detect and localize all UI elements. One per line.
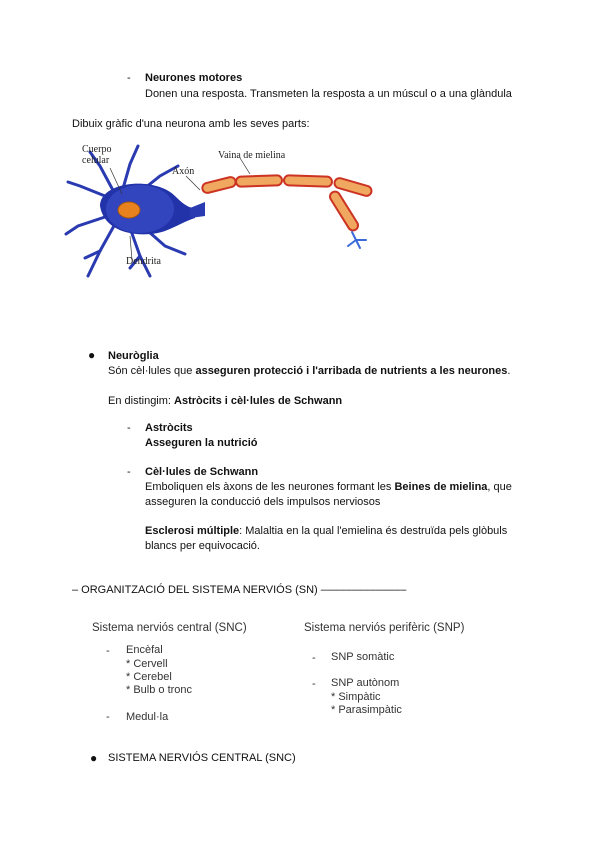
- astrocits-desc: Asseguren la nutrició: [145, 437, 258, 449]
- snp-parasimpatic: * Parasimpàtic: [331, 704, 402, 716]
- bullet-marker: ●: [88, 348, 96, 362]
- axon-terminal: [348, 232, 366, 248]
- esclerosi-text-2: blancs per equivocació.: [145, 540, 260, 552]
- motor-title: Neurones motores: [145, 72, 243, 84]
- snp-simpatic: * Simpàtic: [331, 691, 381, 703]
- label-cuerpo: Cuerpo: [82, 144, 112, 155]
- drawing-caption: Dibuix gràfic d'una neurona amb les seves parts:: [72, 118, 310, 130]
- neuron-diagram: [60, 136, 380, 296]
- snp-somatic: SNP somàtic: [331, 651, 395, 663]
- snc-title: Sistema nerviós central (SNC): [92, 622, 247, 634]
- snc-section-title: SISTEMA NERVIÓS CENTRAL (SNC): [108, 752, 296, 764]
- label-celular: celular: [82, 155, 110, 166]
- schwann-desc: Emboliquen els àxons de les neurones formant les Beines de mielina, que: [145, 481, 512, 493]
- snc-cerebel: * Cerebel: [126, 671, 172, 683]
- motor-desc: Donen una resposta. Transmeten la resposta a un múscul o a una glàndula: [145, 88, 512, 100]
- myelin-sheaths: [201, 175, 372, 232]
- label-axon: Axón: [172, 166, 195, 177]
- nucleus: [118, 202, 140, 218]
- snc-encefal: Encèfal: [126, 644, 163, 656]
- snp-title: Sistema nerviós perifèric (SNP): [304, 622, 465, 634]
- dash-marker: -: [106, 645, 110, 657]
- dash-marker: -: [106, 711, 110, 723]
- section-header: – ORGANITZACIÓ DEL SISTEMA NERVIÓS (SN) ––––––––––––––: [72, 584, 407, 596]
- dash-marker: -: [127, 72, 131, 84]
- dash-marker: -: [127, 466, 131, 478]
- esclerosi-text: Esclerosi múltiple: Malaltia en la qual l'emielina és destruïda pels glòbuls: [145, 525, 508, 537]
- snp-autonom: SNP autònom: [331, 677, 400, 689]
- dash-marker: -: [312, 652, 316, 664]
- neuroglia-title: Neuròglia: [108, 350, 159, 362]
- label-vaina: Vaina de mielina: [218, 150, 286, 161]
- snc-cervell: * Cervell: [126, 658, 168, 670]
- schwann-desc-2: asseguren la conducció dels impulsos nerviosos: [145, 496, 381, 508]
- neuroglia-desc: Són cèl·lules que asseguren protecció i l'arribada de nutrients a les neurones.: [108, 365, 511, 377]
- label-dendrita: Dendrita: [126, 256, 161, 267]
- bullet-marker: ●: [90, 751, 98, 765]
- dash-marker: -: [312, 678, 316, 690]
- neuroglia-types: En distingim: Astròcits i cèl·lules de Schwann: [108, 395, 343, 407]
- snc-medulla: Medul·la: [126, 711, 169, 723]
- dash-marker: -: [127, 422, 131, 434]
- schwann-title: Cèl·lules de Schwann: [145, 466, 259, 478]
- astrocits-title: Astròcits: [145, 422, 193, 434]
- snc-bulb: * Bulb o tronc: [126, 684, 193, 696]
